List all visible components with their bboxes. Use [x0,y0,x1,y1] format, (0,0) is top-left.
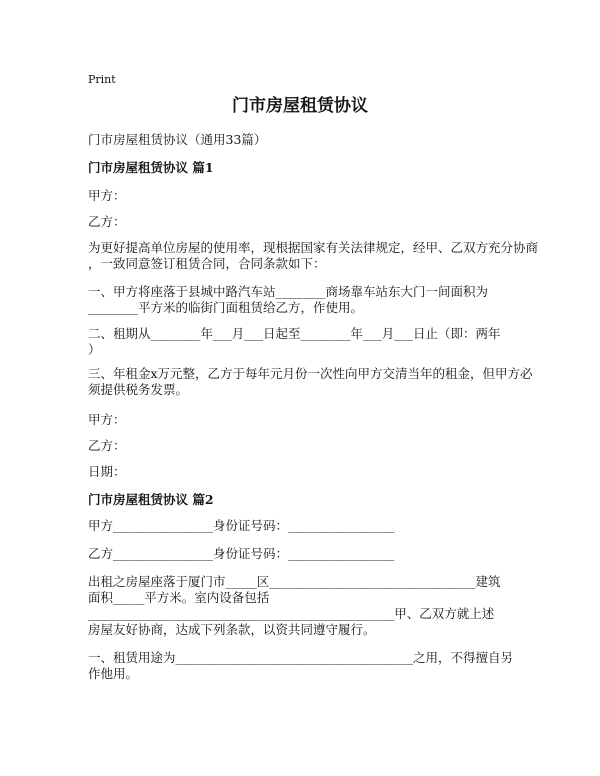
sign-date: 日期： [88,464,126,479]
location-line: _________________________________________________甲、乙双方就上述 [88,606,495,621]
party-b-label: 乙方： [88,214,126,229]
usage-clause-line: 作他用。 [88,666,139,681]
clause-2-line: 二、租期从________年___月___日起至________年___月___日止（即：两年 [88,326,501,341]
location-line: 出租之房屋座落于厦门市_____区_________________________________建筑 [88,574,501,589]
location-line: 面积_____平方米。室内设备包括 [88,590,270,605]
sign-party-b: 乙方： [88,438,126,453]
clause-3-line: 须提供税务发票。 [88,382,189,397]
section1-heading: 门市房屋租赁协议 篇1 [88,160,214,175]
document-title: 门市房屋租赁协议 [232,96,368,116]
usage-clause-line: 一、租赁用途为______________________________________之用，不得擅自另 [88,650,514,665]
print-label[interactable]: Print [88,73,116,86]
sign-party-a: 甲方： [88,412,126,427]
intro-line: ，一致同意签订租赁合同，合同条款如下： [88,256,326,271]
clause-1-line: ________平方米的临街门面租赁给乙方，作使用。 [88,300,364,315]
location-line: 房屋友好协商，达成下列条款，以资共同遵守履行。 [88,622,376,637]
section2-heading: 门市房屋租赁协议 篇2 [88,492,214,507]
clause-1-line: 一、甲方将座落于县城中路汽车站________商场靠车站东大门一间面积为 [88,284,489,299]
document-subtitle: 门市房屋租赁协议（通用33篇） [88,132,267,147]
party-a-label: 甲方： [88,188,126,203]
clause-2-line: ） [88,342,101,357]
intro-line: 为更好提高单位房屋的使用率，现根据国家有关法律规定，经甲、乙双方充分协商 [88,240,539,255]
party-b-id-line: 乙方________________身份证号码：_________________ [88,546,395,561]
party-a-id-line: 甲方________________身份证号码：_________________ [88,518,395,533]
clause-3-line: 三、年租金x万元整，乙方于每年元月份一次性向甲方交清当年的租金，但甲方必 [88,366,533,381]
